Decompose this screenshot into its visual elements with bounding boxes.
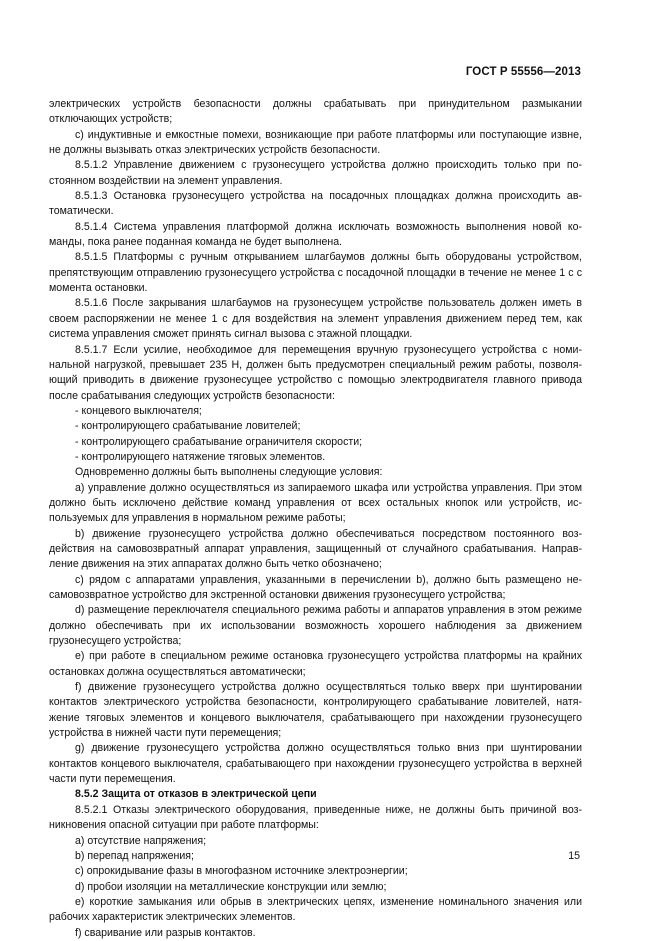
list-item: f) движение грузонесущего устройства должно осуществляться только вверх при шунтировании контактов электрического устройства безопасности, контролирующего срабатывание ловителей, натяжение тяговых элементов и концевого выключателя, срабатывающего при нахождении грузонесущего устройства в нижней части пути перемещения; [49, 681, 582, 740]
document-header: ГОСТ Р 55556—2013 [465, 66, 581, 78]
list-item: c) индуктивные и емкостные помехи, возникающие при работе платформы или поступающие извне, не должны вызывать отказ электрических устройств безопасности. [49, 128, 582, 157]
page-number: 15 [568, 850, 580, 862]
paragraph: электрических устройств безопасности должны срабатывать при принудительном размыкании отключающих устройств; [49, 98, 582, 126]
clause-paragraph: 8.5.1.2 Управление движением с грузонесущего устройства должно происходить только при постоянном воздействии на элемент управления. [49, 159, 582, 187]
list-item: b) движение грузонесущего устройства должно обеспечиваться посредством постоянного воздействия на самовозвратный аппарат управления, защищенный от случайного срабатывания. Направление движения на этих аппаратах должно быть четко обозначено; [49, 527, 582, 571]
list-item: e) короткие замыкания или обрыв в электрических цепях, изменение номинального значения или рабочих характеристик электрических элементов. [49, 895, 582, 924]
list-item: f) сваривание или разрыв контактов. [75, 926, 256, 939]
paragraph: Одновременно должны быть выполнены следующие условия: [75, 466, 383, 479]
list-item: - контролирующего срабатывание ловителей; [75, 420, 301, 433]
list-item: d) пробои изоляции на металлические конструкции или землю; [75, 880, 387, 893]
clause-paragraph: 8.5.1.6 После закрывания шлагбаумов на грузонесущем устройстве пользователь должен иметь в своем распоряжении не менее 1 с для воздействия на элемент управления движением перед тем, как система управления сможет принять сигнал вызова с этажной площадки. [49, 297, 582, 341]
list-item: c) опрокидывание фазы в многофазном источнике электроэнергии; [75, 865, 408, 878]
list-item: b) перепад напряжения; [75, 849, 194, 862]
list-item: - концевого выключателя; [75, 404, 202, 417]
list-item: c) рядом с аппаратами управления, указанными в перечислении b), должно быть размещено несамовозвратное устройство для экстренной остановки движения грузонесущего устройства; [49, 573, 582, 601]
list-item: - контролирующего натяжение тяговых элементов. [75, 450, 326, 463]
list-item: a) управление должно осуществляться из запираемого шкафа или устройства управления. При этом должно быть исключено действие команд управления от всех остальных кнопок или устройств, используемых для управления в нормальном режиме работы; [49, 481, 582, 525]
list-item: - контролирующего срабатывание ограничителя скорости; [75, 435, 363, 448]
section-heading: 8.5.2 Защита от отказов в электрической цепи [75, 788, 317, 801]
list-item: a) отсутствие напряжения; [75, 834, 207, 847]
clause-paragraph: 8.5.2.1 Отказы электрического оборудования, приведенные ниже, не должны быть причиной возникновения опасной ситуации при работе платформы: [49, 803, 582, 832]
document-body [49, 97, 582, 941]
list-item: d) размещение переключателя специального режима работы и аппаратов управления в этом режиме должно обеспечивать при их использовании возможность хорошего наблюдения за движением грузонесущего устройства; [49, 604, 582, 648]
clause-paragraph: 8.5.1.5 Платформы с ручным открыванием шлагбаумов должны быть оборудованы устройством, препятствующим отправлению грузонесущего устройства с посадочной площадки в течение не менее 1 с с момента остановки. [49, 251, 582, 295]
list-item: g) движение грузонесущего устройства должно осуществляться только вниз при шунтировании контактов концевого выключателя, срабатывающего при нахождении грузонесущего устройства в верхней части пути перемещения. [49, 742, 582, 786]
clause-paragraph: 8.5.1.3 Остановка грузонесущего устройства на посадочных площадках должна происходить автоматически. [49, 190, 582, 218]
list-item: e) при работе в специальном режиме остановка грузонесущего устройства платформы на крайних остановках должна осуществляться автоматически; [49, 650, 582, 678]
clause-paragraph: 8.5.1.7 Если усилие, необходимое для перемещения вручную грузонесущего устройства с номинальной нагрузкой, превышает 235 Н, должен быть предусмотрен специальный режим работы, позволяющий приводить в движение грузонесущее устройство с помощью электродвигателя главного привода после срабатывания следующих устройств безопасности: [49, 343, 582, 402]
clause-paragraph: 8.5.1.4 Система управления платформой должна исключать возможность выполнения новой команды, пока ранее поданная команда не будет выполнена. [49, 220, 582, 249]
